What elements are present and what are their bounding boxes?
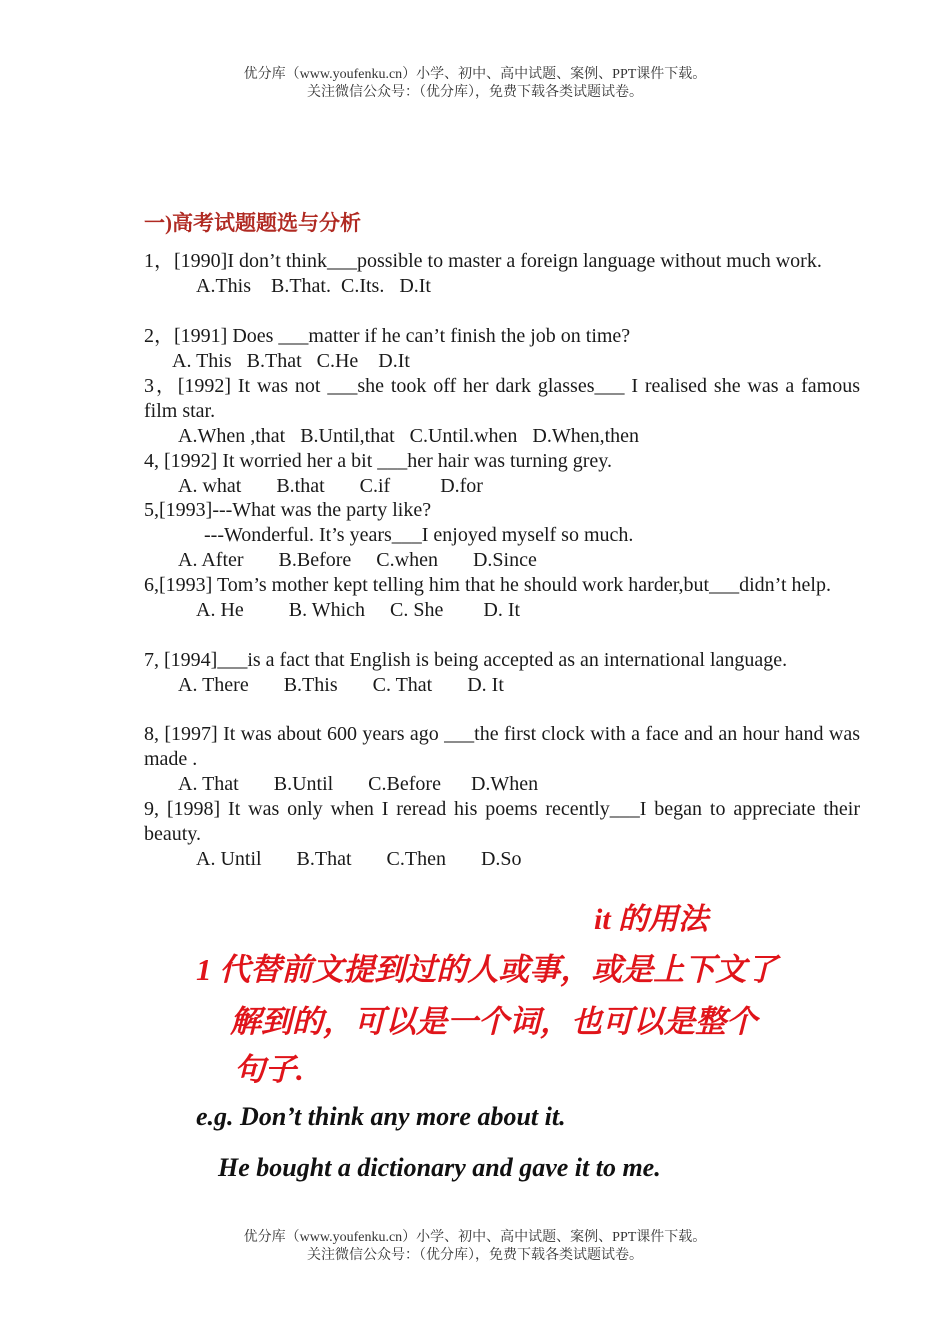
footer-line-1: 优分库（www.youfenku.cn）小学、初中、高中试题、案例、PPT课件下载。: [243, 1230, 707, 1245]
question-3: [144, 374, 860, 449]
usage-point-1-line-2: 解到的，可以是一个词，也可以是整个: [230, 1004, 757, 1039]
question-options: A. After B.Before C.when D.Since: [178, 549, 537, 571]
question-stem: 1，[1990]I don’t think___possible to master a foreign language without much work.: [144, 250, 822, 272]
question-options: A.When ,that B.Until,that C.Until.when D.When,then: [178, 425, 640, 447]
header-line-1: 优分库（www.youfenku.cn）小学、初中、高中试题、案例、PPT课件下载。: [243, 67, 707, 82]
usage-heading: it 的用法: [594, 903, 709, 936]
page-header: [0, 66, 950, 102]
question-options: A. what B.that C.if D.for: [178, 475, 483, 497]
usage-example-1: e.g. Don’t think any more about it.: [196, 1102, 566, 1131]
question-stem: 9, [1998] It was only when I reread his poems recently___I began to appreciate their beauty.: [144, 798, 860, 845]
question-options: A. This B.That C.He D.It: [172, 350, 410, 372]
question-1: [144, 249, 860, 299]
question-stem: 7, [1994]___is a fact that English is being accepted as an international language.: [144, 649, 788, 671]
question-options: A. He B. Which C. She D. It: [196, 599, 521, 621]
section-title: 一)高考试题题选与分析: [144, 211, 361, 235]
question-options: A. There B.This C. That D. It: [178, 674, 504, 696]
question-options: A. Until B.That C.Then D.So: [196, 848, 522, 870]
usage-example-2: He bought a dictionary and gave it to me.: [218, 1153, 661, 1182]
question-stem: 2，[1991] Does ___matter if he can’t finish the job on time?: [144, 325, 631, 347]
question-stem: 4, [1992] It worried her a bit ___her hair was turning grey.: [144, 450, 613, 472]
question-7: [144, 648, 860, 698]
question-stem: 8, [1997] It was about 600 years ago ___the first clock with a face and an hour hand was made .: [144, 723, 860, 770]
question-9: [144, 797, 860, 872]
question-stem: 6,[1993] Tom’s mother kept telling him that he should work harder,but___didn’t help.: [144, 574, 831, 596]
header-line-2: 关注微信公众号：（优分库），免费下载各类试题试卷。: [307, 85, 643, 100]
question-4: [144, 449, 860, 499]
question-8: [144, 722, 860, 797]
question-5: [144, 498, 860, 573]
page-footer: [0, 1229, 950, 1265]
usage-point-1-line-1: 1 代替前文提到过的人或事，或是上下文了: [196, 952, 778, 987]
question-options: A. That B.Until C.Before D.When: [178, 773, 539, 795]
footer-line-2: 关注微信公众号：（优分库），免费下载各类试题试卷。: [307, 1248, 643, 1263]
question-2: [144, 324, 860, 374]
question-stem: 3，[1992] It was not ___she took off her dark glasses___ I realised she was a famous film star.: [144, 375, 860, 422]
question-options: A.This B.That. C.Its. D.It: [196, 275, 431, 297]
question-6: [144, 573, 860, 623]
question-stem-reply: ---Wonderful. It’s years___I enjoyed myself so much.: [204, 524, 634, 546]
question-stem: 5,[1993]---What was the party like?: [144, 499, 432, 521]
usage-point-1-line-3: 句子.: [234, 1052, 304, 1087]
